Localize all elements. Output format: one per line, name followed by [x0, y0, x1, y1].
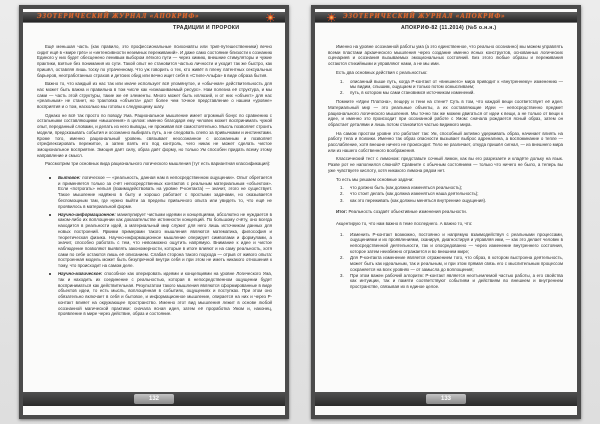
list-item-text: что должно быть (как должна изменяться реальность);: [350, 185, 463, 191]
page-number: 133: [426, 394, 466, 404]
page-footer-band: [23, 392, 285, 406]
journal-header-title: ЭЗОТЕРИЧЕСКИЙ ЖУРНАЛ «АПОКРИФ»: [343, 12, 506, 21]
list-lead: Акцентирую то, что нам важно в теме последнего. А важно то, что:: [336, 221, 473, 227]
page-footer-band: [315, 392, 577, 406]
bullet-term: Бытовое:: [58, 175, 81, 181]
paragraph: Классический тест с лимоном: представьте сочный лимон, как вы его разрезаете и кладёте дольку на язык. Разве рот не наполнился слюной? Сравните с обычным состоянием — только что ничего не было, а теперь вы уже чувствуете кислоту, хотя никакого лимона рядом нет.: [328, 156, 563, 173]
list-item-text: При этом важен рабочий алгоритм: Р-контакт является неотъемлемой частью работы, а его свойства как интуиции, так и памяти соответствуют событиям и действиям во внешнем и внутреннем пространстве, связывая их в единое целое.: [350, 272, 563, 290]
paragraph: Однако не всё так просто по поводу Ума. Рациональное мышление имеет огромный бонус по сравнению с остальными составляющими «мышления» в целом: именно благодаря ему человек может воспринимать чужой опыт, переданный словами, и делать из него выводы, не проживая всё самостоятельно. Мысль позволяет строить модели, предсказывать события и осознанно выбирать путь, а не следовать слепо за привычками и инстинктами. Кроме того, именно рациональный уровень связывает неосознанное с осознанным и позволяет отрефлексировать пережитое, а затем взять его под контроль, чего никак не может сделать чистое эмоциональное восприятие. Эмоция даёт силу, образ даёт форму, но только Ум способен придать всему этому направление и смысл.: [37, 112, 272, 158]
summary-text: Реальность создаёт объективные изменения реальности.: [348, 209, 467, 215]
list-number: 2.: [340, 255, 344, 261]
numbered-list: [328, 79, 563, 97]
bullet-icon: [49, 273, 51, 275]
bullet-text: способное как оперировать идеями и концепциями на уровне Логического Ума, так и находить их соединение с реальностью, которая в непосредственном ощущении будет восприниматься как действительная. Результатом такого мышления являются сформированные в виде объектов идеи, то есть мысль, воплощённая в событиях, ощущениях и поступках. При этом оно обязательно включает в себя и бытовое, и информационное мышление, опирается на них и через Р-контакт влияет на окружающее пространство. Именно этот вид мышления лежит в основе любой осознанной магической практики: сначала ясная идея, затем её проработка Умом и, наконец, проявление в мире через действие, образ и состояние.: [58, 271, 272, 317]
bullet-term: Научно-магическое:: [58, 271, 103, 277]
list-item: [340, 272, 563, 290]
bullet-term: Научно-информационное:: [58, 211, 116, 217]
page-header-band: [315, 12, 577, 23]
numbered-list: [328, 232, 563, 290]
list-number: 1.: [340, 231, 344, 237]
list-number: 3.: [340, 272, 344, 278]
bullet-list: [37, 175, 272, 317]
list-lead: То есть мы решаем основные задачи:: [336, 176, 414, 182]
bullet-item: [58, 271, 272, 317]
list-number: 1.: [340, 185, 344, 191]
issue-title: АПОКРИФ-82 (11.2014) (№5 о.н.н.): [401, 25, 497, 31]
article-body: [37, 44, 272, 319]
list-item-text: путь, в котором мы сами становимся источником изменений.: [350, 90, 475, 96]
list-item-text: как это переживать (как должны меняться внутренние ощущения).: [350, 197, 487, 203]
page-left: [19, 5, 289, 419]
journal-emblem-icon: [266, 13, 275, 22]
list-item: [340, 78, 563, 90]
page-right: [311, 5, 581, 419]
list-item: [340, 90, 563, 96]
numbered-list: [328, 185, 563, 203]
section-title: ТРАДИЦИИ И ПРОРОКИ: [173, 25, 240, 31]
list-item: [340, 197, 563, 204]
page-header-band: [23, 12, 285, 23]
paragraph: Ещё меньшая часть (как правило, это профессиональные психонавты или трип-путешественники) вечно сидит ещё в «мире грёз» и «интенсивности неземных переживаний». И даже само состояние близости к сознанию Единого у них будет обесценено ленивым выбором лёгкого пути — через химию, внешние стимуляторы и чужие практики, взятые без понимания их сути. Такой опыт не становится частью личности и уходит так же быстро, как пришёл, оставляя лишь тоску по утраченному. Что уж говорить о тех, кто живёт в плену латентных сексуальных барьеров, неотработанных страхов и детских обид или вечно ищет себя в «Стиле-Альфа» в виде образа бытия.: [37, 44, 272, 78]
summary-line: [328, 209, 563, 215]
list-item-text: что стоит делать (как должна изменяться наша деятельность);: [350, 191, 479, 197]
bullet-item: [58, 175, 272, 209]
list-number: 2.: [340, 90, 344, 96]
bullet-text: манипулирует чистыми идеями и концепциями, абсолютно не нуждается в каком-либо их воплощении как доказательстве истинности концепций. По большому счёту, оно всегда находится в реальности идей, а материальный мир служит для него лишь источником данных для новых построений. Яркими примерами такого мышления являются математика, философия и теоретическая физика. Научно-информационное мышление оперирует символами и формулами, а значит, способно работать с тем, что невозможно ощутить напрямую. Внимание к идее и чистое наблюдение позволяют выявлять закономерности, которые в итоге влияют и на саму реальность, хотя сами по себе остаются лишь её описанием. Слабая сторона такого подхода — отрыв от живого опыта: построенная модель может быть безупречной внутри себя и при этом не иметь никакого отношения к тому, что происходит на самом деле.: [58, 211, 272, 269]
bullet-text: логическое — «реальность, данная нам в непосредственном ощущении». Опыт обретается и применяется только за счёт непосредственных контактов с реальным материальным «объектом». Если «потрогать» нельзя (взаимодействовать на уровне Р-контакта) — значит, этого не существует. Такое мышление надёжно в быту и хорошо работает с простыми задачами, но оказывается беспомощным там, где нужно выйти за пределы привычного опыта или увидеть то, что ещё не проявилось в материальной форме.: [58, 175, 272, 209]
list-number: 1.: [340, 78, 344, 84]
bullet-item: [58, 212, 272, 269]
bullet-icon: [49, 177, 51, 179]
list-item: [340, 191, 563, 197]
list-number: 2.: [340, 191, 344, 197]
list-item-text: Изменить Р-контакт возможно, постоянно и напрямую взаимодействуя с реальными процессами, ощущениями и их проявлениями, сканируя, диагностируя и управляя ими, — как это делает человек в непосредственной деятельности, так и опосредованно — через изменение внутреннего состояния, которое затем неизбежно отражается и во внешнем мире;: [350, 231, 563, 254]
list-number: 3.: [340, 197, 344, 203]
paragraph: Рассмотрим три основных вида рационального логического мышления (тут есть вариантная классификация):: [45, 161, 271, 167]
paragraph: Помните «Идеи Платона», пещеру и тени на стене? Суть в том, что каждой вещи соответствует её идея. Материальный мир — это реальные объекты, а их составляющие Идеи — непосредственно предмет рационального логического мышления. Мы точно так же можем двигаться от идеи к вещи, а не только от вещи к идее, и именно это происходит при осознанной работе с Умом: сначала рождается ясный образ, затем он обрастает деталями и лишь потом становится частью видимого мира.: [328, 99, 563, 127]
article-body: [328, 44, 563, 293]
paragraph: Именно на уровне осознанной работы ума (а это единственное, что реально осознанно) мы можем управлять всеми пластами архаического мышления через создание именно ясных конструктов, основанных логических сценариев и осознания вызываемых эмоциональных состояний. Без этого любые образы и переживания остаются стихийными и управляют нами, а не мы ими.: [328, 44, 563, 67]
list-item: [340, 231, 563, 255]
list-item-text: описанный выше путь, когда Р-контакт от «внешнего» мира приводит к «внутреннему» изменению — мы видим, слышим, ощущаем и только потом осмысливаем;: [350, 78, 563, 90]
journal-header-title: ЭЗОТЕРИЧЕСКИЙ ЖУРНАЛ «АПОКРИФ»: [37, 12, 200, 21]
paragraph: Важно то, что каждый из нас так или иначе использует всё упомянутое, и «обычная» действительность для нас может быть важна и правильна в том числе как «изнашиваемый ресурс». Нам полезна её структура, и мы сами — часть этой структуры, такие же её элементы. Много может быть иллюзий, и от них «объект» для нас «реальным» не станет, но трактовка «объекта» даст более чем точное представление о нашем «уровне» восприятия и о том, насколько мы готовы к следующему шагу.: [37, 81, 272, 110]
summary-label: Итог:: [336, 209, 348, 215]
page-number: 132: [134, 394, 174, 404]
bullet-icon: [49, 214, 51, 216]
paragraph: На самом простом уровне это работает так: Ум, способный активно удерживать образ, начинает влиять на работу тела и психики. Именно так образ опасности вызывает выброс адреналина, а воспоминание о тепле — расслабление, хотя внешне ничего не происходит. Тело не различает, откуда пришёл сигнал, — из внешнего мира или из нашего собственного воображения.: [328, 130, 563, 153]
list-item: [340, 255, 563, 272]
list-lead: Есть два основных действия с реальностью:: [336, 69, 428, 75]
list-item-text: Для Р-контакта изменение является отражением того, что образ, в котором выстроена деятельность, может быть как идеальным, так и реальным, и при этом прямая связь его с мыслительным процессом сохраняется на всех уровнях — от замысла до воплощения;: [350, 255, 563, 272]
journal-emblem-icon: [327, 13, 336, 22]
list-item: [340, 185, 563, 191]
